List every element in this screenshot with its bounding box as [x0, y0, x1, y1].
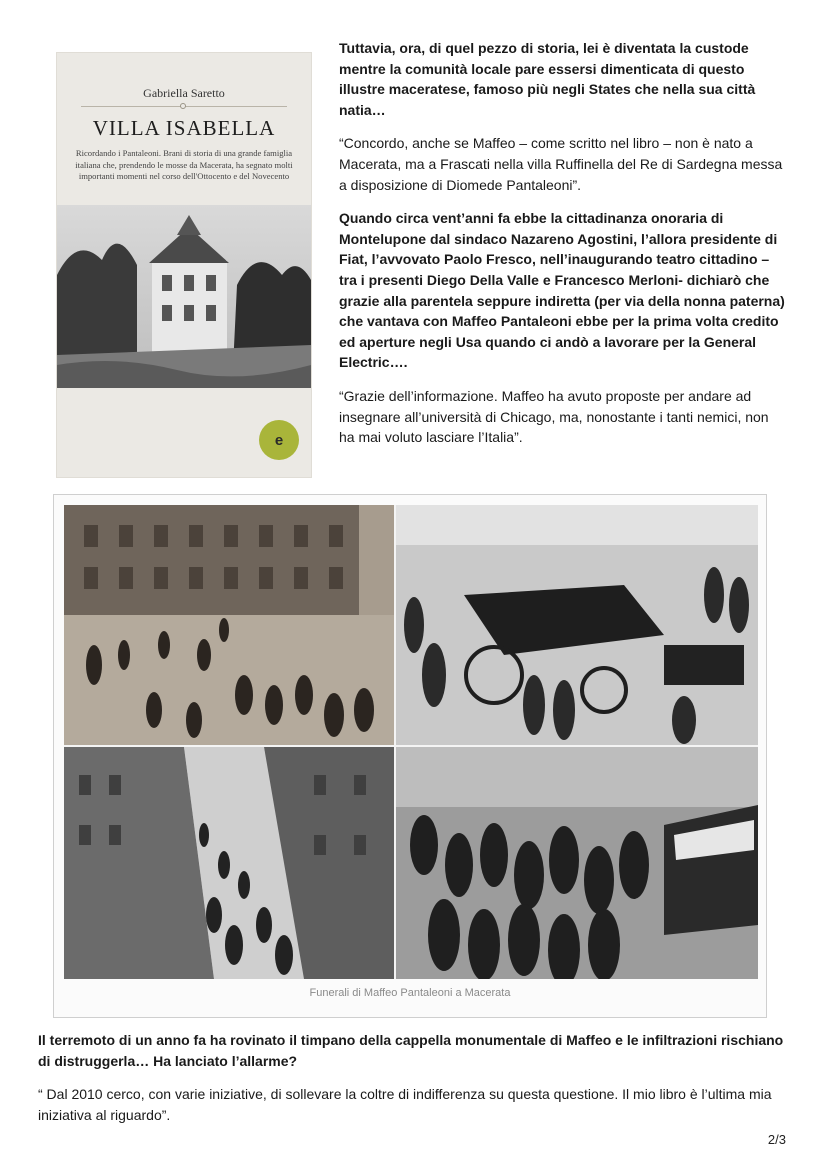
funeral-photos [64, 505, 758, 979]
interview-text-bottom [38, 1030, 790, 1138]
cover-ornament [180, 103, 186, 109]
book-blurb: Ricordando i Pantaleoni. Brani di storia di una grande famiglia italiana che, prendendo le mosse da Macerata, ha segnato molti importanti momenti nel corso dell'Ottocento e del Novecento [75, 148, 293, 181]
answer-paragraph: “Grazie dell’informazione. Maffeo ha avuto proposte per andare ad insegnare all’università di Chicago, ma, nonostante i tanti nemici, non ha mai voluto lasciare l’Italia”. [339, 387, 769, 446]
question-paragraph: Quando circa vent’anni fa ebbe la cittadinanza onoraria di Montelupone dal sindaco Nazareno Agostini, l’allora presidente di Fiat, l’avvovato Paolo Fresco, nell’inaugurando teatro cittadino – tra i presenti Diego Della Valle e Francesco Merloni- dichiarò che grazie alla parentela seppure indiretta (per via della nonna paterna) che vantava con Maffeo Pantaleoni ebbe per la prima volta credito ed aperture negli Usa quando ci andò a lavorare per la General Electric…. [339, 210, 785, 371]
photo-crowd [396, 747, 758, 979]
answer-paragraph: “ Dal 2010 cerco, con varie iniziative, di sollevare la coltre di indifferenza su questa questione. Il mio libro è l’ultima mia iniziativa al riguardo”. [38, 1086, 772, 1123]
answer-paragraph: “Concordo, anche se Maffeo – come scritto nel libro – non è nato a Macerata, ma a Frascati nella villa Ruffinella del Re di Sardegna messa a disposizione di Diomede Pantaleoni”. [339, 135, 783, 193]
publisher-logo: e [259, 420, 299, 460]
photo-piazza [64, 505, 394, 745]
page-number: 2/3 [767, 1132, 786, 1147]
book-title: VILLA ISABELLA [92, 116, 276, 140]
funeral-photo-collage [53, 494, 767, 1018]
photo-carriage [396, 505, 758, 745]
villa-photo [57, 205, 311, 388]
photo-street [64, 747, 394, 979]
book-author: Gabriella Saretto [143, 86, 225, 100]
collage-caption: Funerali di Maffeo Pantaleoni a Macerata [309, 987, 511, 999]
question-paragraph: Il terremoto di un anno fa ha rovinato il timpano della cappella monumentale di Maffeo e le infiltrazioni rischiano di distruggerla… Ha lanciato l’allarme? [38, 1032, 784, 1069]
interview-text-right [339, 38, 787, 461]
question-paragraph: Tuttavia, ora, di quel pezzo di storia, lei è diventata la custode mentre la comunità locale pare essersi dimenticata di questo illustre maceratese, famoso più negli States che nella sua città natia… [339, 40, 756, 118]
book-cover [56, 52, 312, 478]
